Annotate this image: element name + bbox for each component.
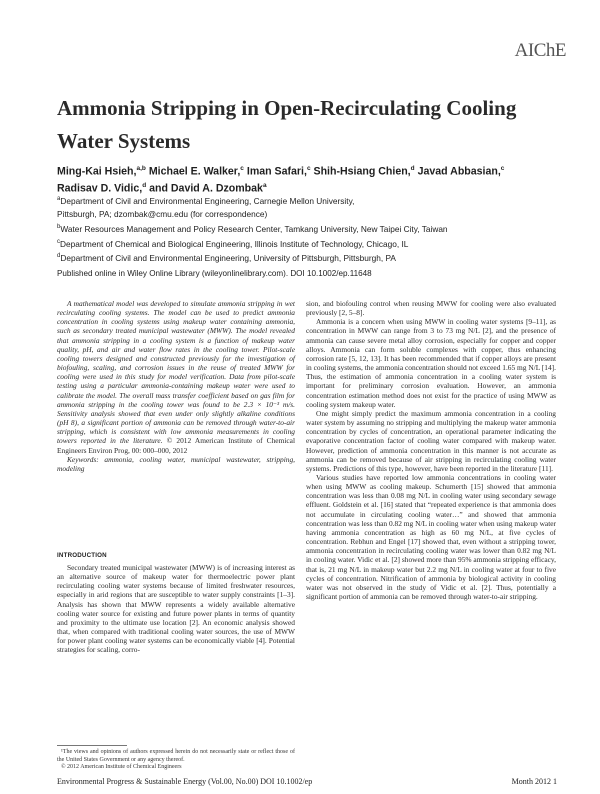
author-list: [57, 162, 557, 195]
keywords: [57, 455, 295, 473]
author-affil-marker: a,b: [136, 165, 146, 172]
author-name[interactable]: and David A. Dzombak: [149, 182, 263, 195]
author-affil-marker: d: [142, 181, 147, 189]
author-name[interactable]: Ming-Kai Hsieh,: [57, 165, 137, 178]
right-column: [306, 299, 556, 601]
affil-marker: b: [57, 223, 61, 230]
affil-marker: c: [57, 238, 60, 245]
body-paragraph: One might simply predict the maximum ammonia concentration in a cooling water system by assuming no stripping and multiplying the makeup water ammonia concentration by cycles of concentration, an operational parameter indicating the evaporative concentration factor of cooling water compared with makeup water. However, prediction of ammonia concentration in this manner is not accurate as ammonia can be removed because of air stripping in recirculating cooling water systems. Predictions of this type, however, have been reported in the literature [11].: [306, 408, 556, 473]
publication-line: Published online in Wiley Online Library (wileyonlinelibrary.com). DOI 10.1002/ep.11648: [57, 269, 372, 278]
affiliation-line: [57, 193, 557, 208]
affil-marker: d: [57, 253, 61, 260]
author-name[interactable]: Iman Safari,: [246, 165, 307, 178]
author-name[interactable]: Radisav D. Vidic,: [57, 182, 143, 195]
body-paragraph: Ammonia is a concern when using MWW in cooling water systems [9–11], as concentration in MWW can range from 3 to 73 mg N/L [2], and the presence of ammonia can cause severe metal alloy corrosion, especially for copper and copper alloys. Ammonia can form soluble complexes with copper, thus enhancing corrosion rate [5, 12, 13]. It has been recommended that if copper alloys are present in cooling systems, the ammonia concentration should not exceed 1.65 mg N/L [14]. Thus, the estimation of ammonia concentration in a cooling water system is important for preliminary corrosion evaluation. However, an ammonia concentration estimation method does not exist for the practice of using MWW as cooling system makeup water.: [306, 317, 556, 409]
intro-paragraph: Secondary treated municipal wastewater (MWW) is of increasing interest as an alternative source of makeup water for thermoelectric power plant recirculating cooling water systems because of limited freshwater resources, especially in arid regions that are susceptible to water supply constraints [1–3]. Analysis has shown that MWW represents a widely available alternative cooling water source for existing and future power plants in terms of quantity and proximity to the ultimate use location [2]. An economic analysis showed that, when compared with traditional cooling water sources, the use of MWW for power plant cooling water systems can be economically viable [4]. Potential strategies for scaling, corro-: [57, 563, 295, 655]
affiliation-text: Department of Civil and Environmental Engineering, Carnegie Mellon University,: [60, 195, 355, 206]
affiliation-line: [57, 208, 557, 221]
aiche-logo: AIChE: [514, 40, 566, 61]
article-title: Ammonia Stripping in Open-Recirculating Cooling Water Systems: [57, 96, 517, 153]
abstract-copyright: © 2012 American Institute of Chemical Engineers Environ Prog, 00: 000–000, 2012: [57, 436, 295, 455]
affil-marker: a: [57, 196, 61, 202]
keywords-text: : ammonia, cooling water, municipal wastewater, stripping, modeling: [57, 454, 295, 473]
author-name[interactable]: Michael E. Walker,: [148, 165, 241, 178]
author-affil-marker: c: [306, 165, 311, 172]
date-and-page-number: Month 2012 1: [511, 777, 557, 786]
author-line-1: [57, 162, 557, 179]
affiliation-text: Department of Civil and Environmental Engineering, University of Pittsburgh, Pittsburgh, PA: [60, 253, 396, 264]
affiliation-line: [57, 236, 557, 251]
affiliation-text: Department of Chemical and Biological Engineering, Illinois Institute of Technology, Chicago, IL: [60, 238, 409, 249]
affiliation-line: [57, 221, 557, 236]
footnotes: [57, 749, 295, 772]
abstract: [57, 299, 295, 473]
author-affil-marker: c: [500, 165, 505, 172]
journal-citation: Environmental Progress & Sustainable Energy (Vol.00, No.00) DOI 10.1002/ep: [57, 777, 313, 786]
abstract-text: [57, 299, 295, 455]
right-column-continuation: sion, and biofouling control when reusing MWW for cooling were also evaluated previously [2, 5–8].: [306, 299, 556, 318]
footnote-copyright: © 2012 American Institute of Chemical Engineers: [61, 764, 182, 770]
author-affil-marker: c: [240, 165, 244, 172]
introduction-left-column: [57, 563, 295, 655]
affiliation-text: Water Resources Management and Policy Research Center, Tamkang University, New Taipei City, Taiwan: [60, 223, 448, 234]
footnote-disclaimer: ¹The views and opinions of authors expressed herein do not necessarily state or reflect those of the United States Government or any agency thereof.: [57, 749, 295, 763]
keywords-label: Keywords: [67, 454, 97, 464]
author-name[interactable]: Javad Abbasian,: [417, 165, 501, 178]
author-affil-marker: d: [410, 165, 415, 172]
introduction-heading: INTRODUCTION: [57, 552, 107, 559]
affiliation-text: Pittsburgh, PA; dzombak@cmu.edu (for correspondence): [57, 208, 268, 219]
author-affil-marker: a: [262, 181, 267, 189]
abstract-body: A mathematical model was developed to simulate ammonia stripping in wet recirculating cooling systems. The model can be used to predict ammonia concentration in cooling systems using makeup water containing ammonia, such as secondary treated municipal wastewater (MWW). The model revealed that ammonia stripping in a cooling system is a function of makeup water quality, pH, and air and water flow rates in the cooling tower. Pilot-scale cooling towers designed and constructed previously for the investigation of biofouling, scaling, and corrosion issues in the reuse of treated MWW for cooling were used in this study for model verification. Data from pilot-scale testing using a particular ammonia-containing makeup water were used to calibrate the model. The overall mass transfer coefficient based on gas film for ammonia stripping in the cooling tower was found to be 2.3 × 10⁻³ m/s. Sensitivity analysis showed that even under only slightly alkaline conditions (pH 8), a significant portion of ammonia can be removed through water-to-air stripping, which is consistent with low ammonia measurements in cooling towers reported in the literature.: [57, 299, 295, 446]
affiliation-line: [57, 250, 557, 265]
affiliations: [57, 193, 557, 265]
body-paragraph: Various studies have reported low ammonia concentrations in cooling water when using MWW as cooling makeup. Schumerth [15] showed that ammonia concentration was less than 0.08 mg N/L in cooling water using secondary sewage effluent. Goldstein et al. [16] stated that “repeated experience is that ammonia does not accumulate in circulating cooling water…” and showed that ammonia concentration was less than 0.82 mg N/L in cooling water when using makeup water having ammonia concentration as high as 60 mg N/L, at five cycles of concentration. Rebhun and Engel [17] showed that, even without a stripping tower, ammonia concentration in recirculating cooling water was lower than 0.82 mg N/L in cooling water. Vidic et al. [2] showed more than 95% ammonia stripping efficacy, that is, 21 mg N/L in makeup water but 2.2 mg N/L in cooling water at four to five cycles of concentration. Nitrification of ammonia by biological activity in cooling water was not observed in the study of Vidic et al. [2]. Thus, potentially a significant portion of ammonia can be removed through water-to-air stripping.: [306, 472, 556, 601]
author-name[interactable]: Shih-Hsiang Chien,: [313, 165, 411, 178]
footnote-divider: [57, 745, 127, 746]
